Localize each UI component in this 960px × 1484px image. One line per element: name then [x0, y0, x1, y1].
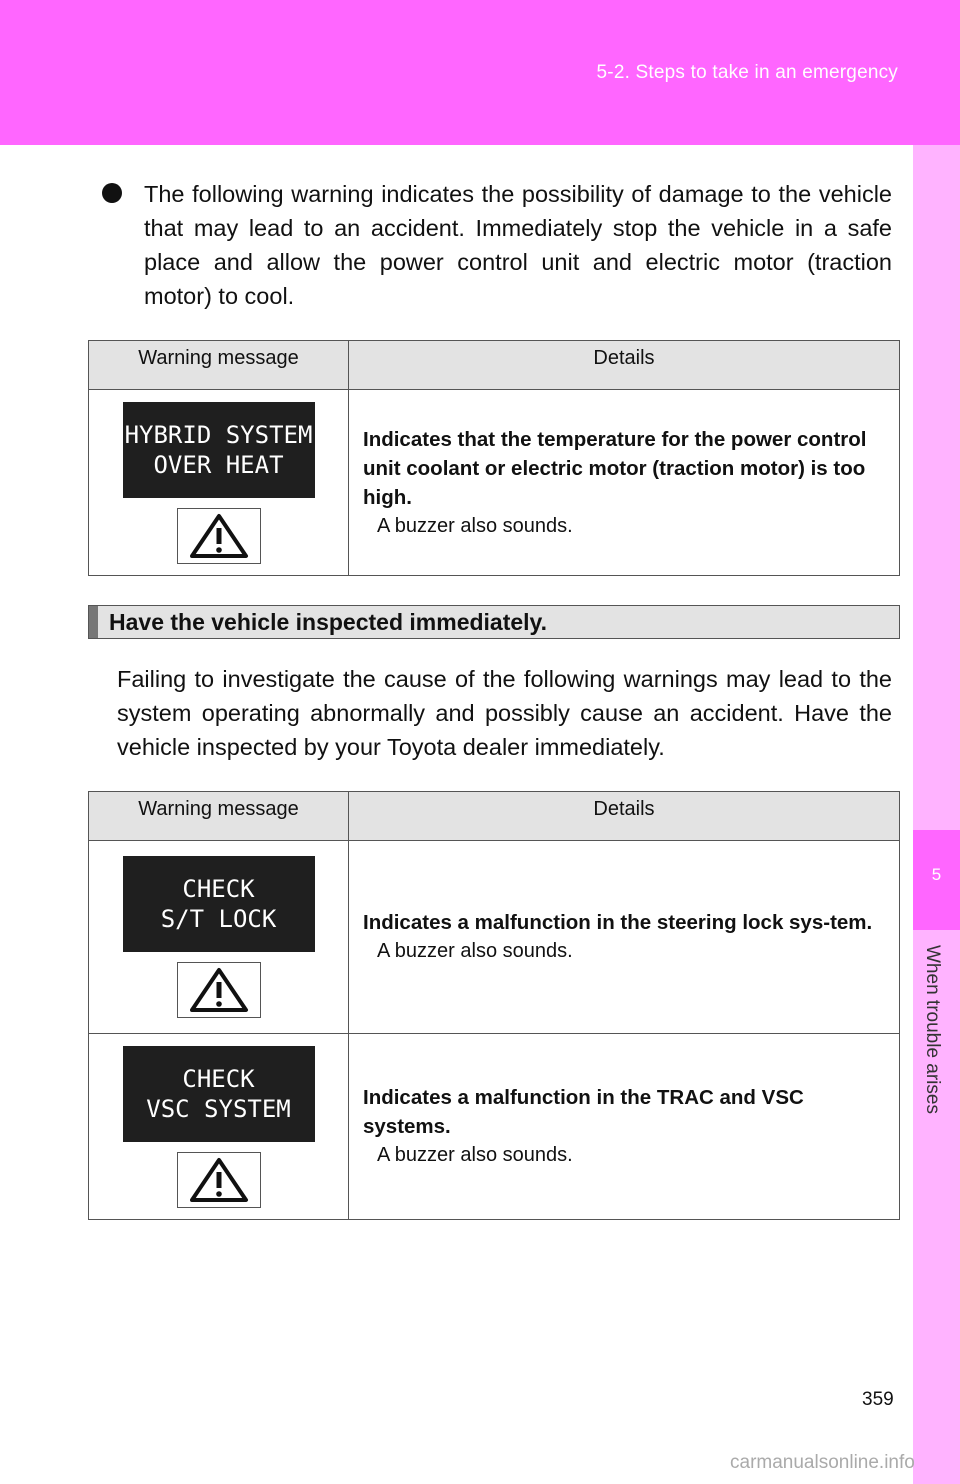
details-note: A buzzer also sounds. — [377, 940, 573, 962]
section-heading — [88, 605, 900, 639]
warning-table-overheat — [88, 340, 900, 576]
column-header-details: Details — [349, 341, 900, 390]
display-line-1: CHECK — [182, 875, 255, 903]
warning-triangle-icon — [177, 1152, 261, 1208]
footer-watermark: carmanualsonline.info — [730, 1452, 915, 1473]
column-header-details: Details — [349, 792, 900, 841]
page-number: 359 — [862, 1389, 894, 1410]
display-message — [123, 402, 315, 498]
details-cell — [349, 1034, 900, 1220]
display-message — [123, 1046, 315, 1142]
side-tab-top — [913, 145, 960, 830]
section-accent — [89, 606, 98, 638]
warning-image-cell — [89, 1034, 349, 1220]
chapter-title: 5-2. Steps to take in an emergency — [596, 62, 898, 83]
side-tab-label: When trouble arises — [922, 945, 943, 1114]
table-row — [89, 1034, 900, 1220]
column-header-warning-message: Warning message — [89, 792, 349, 841]
intro-paragraph: The following warning indicates the possibility of damage to the vehicle that may lead to an accident. Immediately stop the vehicle in a safe place and allow the power control unit and electric motor (traction motor) to cool. — [144, 181, 892, 309]
warning-table-inspection — [88, 791, 900, 1220]
display-line-2: VSC SYSTEM — [146, 1094, 291, 1123]
details-description: Indicates that the temperature for the power control unit coolant or electric motor (traction motor) is too high. — [363, 427, 867, 509]
warning-triangle-icon — [177, 962, 261, 1018]
details-note: A buzzer also sounds. — [377, 514, 573, 537]
table-row — [89, 841, 900, 1034]
warning-triangle-icon — [177, 508, 261, 564]
display-line-1: HYBRID SYSTEM — [124, 420, 313, 449]
display-line-1: CHECK — [182, 1064, 255, 1093]
bullet-icon — [102, 183, 122, 203]
details-description: Indicates a malfunction in the steering lock sys-tem. — [363, 911, 873, 934]
display-line-2: S/T LOCK — [160, 905, 277, 933]
display-line-2: OVER HEAT — [153, 450, 284, 479]
details-note: A buzzer also sounds. — [377, 1144, 573, 1166]
details-description: Indicates a malfunction in the TRAC and VSC systems. — [363, 1086, 804, 1138]
details-cell — [349, 390, 900, 576]
section-title: Have the vehicle inspected immediately. — [109, 609, 548, 635]
inspection-paragraph: Failing to investigate the cause of the following warnings may lead to the system operating abnormally and possibly cause an accident. Have the vehicle inspected by your Toyota dealer immediately. — [117, 666, 892, 760]
page-header — [0, 0, 960, 145]
side-tab-number: 5 — [913, 830, 960, 930]
column-header-warning-message: Warning message — [89, 341, 349, 390]
display-message — [123, 856, 315, 952]
table-row — [89, 390, 900, 576]
details-cell — [349, 841, 900, 1034]
warning-image-cell — [89, 390, 349, 576]
warning-image-cell — [89, 841, 349, 1034]
